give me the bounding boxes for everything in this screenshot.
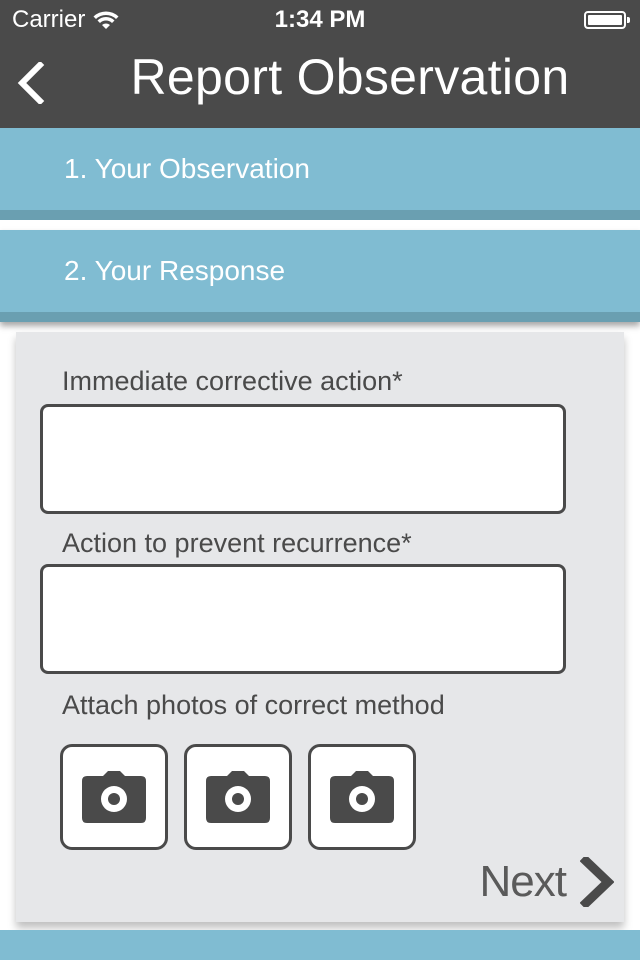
section-label: 2. Your Response [64, 255, 286, 286]
prevent-recurrence-label: Action to prevent recurrence* [62, 528, 412, 558]
section-next-collapsed[interactable] [0, 930, 640, 960]
next-button[interactable] [480, 852, 614, 912]
attach-photo-button-3[interactable] [308, 744, 416, 850]
prevent-recurrence-field[interactable] [40, 564, 566, 674]
camera-icon [329, 770, 395, 824]
nav-bar [0, 0, 640, 128]
chevron-right-icon [580, 857, 614, 907]
camera-icon [81, 770, 147, 824]
next-label: Next [479, 857, 566, 906]
battery-icon [584, 11, 626, 29]
corrective-action-field[interactable] [40, 404, 566, 514]
carrier-label: Carrier [12, 6, 86, 33]
back-button[interactable] [14, 62, 48, 104]
attach-photos-label: Attach photos of correct method [62, 690, 445, 720]
attach-photo-button-1[interactable] [60, 744, 168, 850]
attach-photo-button-2[interactable] [184, 744, 292, 850]
response-form [16, 332, 624, 922]
section-your-response[interactable] [0, 230, 640, 322]
corrective-action-label: Immediate corrective action* [62, 366, 403, 396]
section-your-observation[interactable] [0, 128, 640, 220]
chevron-left-icon [14, 62, 48, 104]
camera-icon [205, 770, 271, 824]
page-title: Report Observation [130, 49, 570, 105]
status-time: 1:34 PM [274, 6, 366, 33]
section-label: 1. Your Observation [64, 153, 310, 184]
